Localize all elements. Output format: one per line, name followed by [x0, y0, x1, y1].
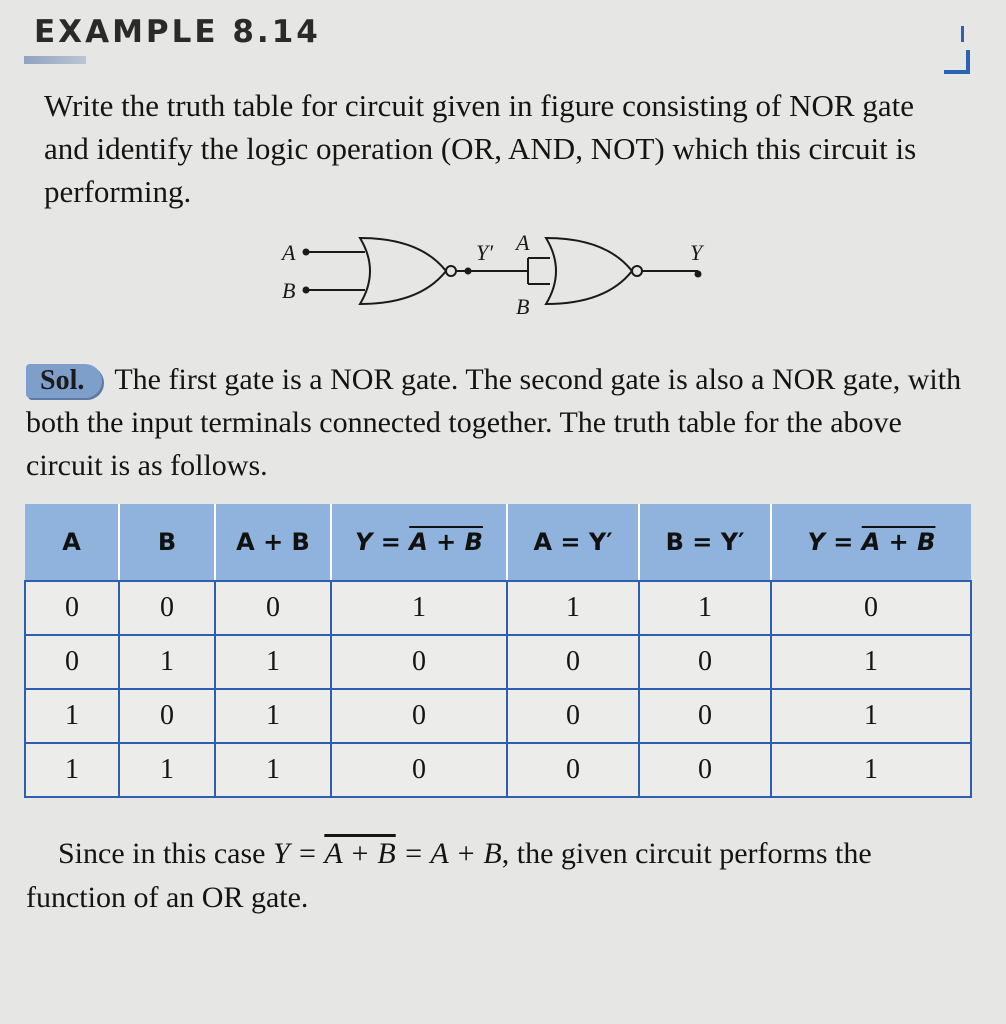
conclusion-equation: [273, 837, 502, 870]
table-row: [25, 743, 971, 797]
cell: 0: [25, 635, 119, 689]
label-input-a: A: [282, 240, 296, 265]
cell: 0: [331, 743, 507, 797]
example-heading: EXAMPLE 8.14: [34, 14, 321, 50]
cell: 0: [639, 635, 771, 689]
cell: 0: [119, 689, 215, 743]
cell: 1: [215, 689, 331, 743]
question-text: Write the truth table for circuit given in figure consisting of NOR gate and identify the logic operation (OR, AND, NOT) which this circuit is performing.: [44, 88, 917, 209]
header-y-final-overlined: A + B: [861, 528, 936, 556]
conclusion-paragraph: [26, 832, 966, 920]
header-y-prime-overlined: A + B: [409, 528, 483, 556]
header-b: B: [119, 504, 215, 581]
label-gate2-input-a: A: [516, 230, 530, 255]
header-a: A: [25, 504, 119, 581]
header-y-final: [771, 504, 971, 581]
cell: 1: [25, 743, 119, 797]
cell: 1: [639, 581, 771, 635]
output-terminal: [695, 271, 702, 278]
header-b-eq-y: B = Y′: [639, 504, 771, 581]
cell: 1: [119, 743, 215, 797]
conclusion-text-start: Since in this case: [58, 837, 273, 870]
label-output: Y: [690, 240, 703, 265]
label-input-b: B: [282, 278, 296, 303]
conclusion-text-end: , the given circuit performs the function of an OR gate.: [26, 837, 872, 914]
header-a-or-b: A + B: [215, 504, 331, 581]
equation-overlined: A + B: [324, 837, 396, 870]
cell: 0: [771, 581, 971, 635]
equation-prefix: Y =: [272, 837, 325, 870]
header-y-prime-prefix: Y =: [355, 528, 410, 556]
heading-accent-bar: [24, 56, 86, 64]
junction-dot: [465, 268, 472, 275]
nor-circuit-diagram: [270, 226, 730, 326]
header-y-final-prefix: Y =: [807, 528, 862, 556]
cell: 1: [215, 743, 331, 797]
table-row: [25, 581, 971, 635]
table-row: [25, 689, 971, 743]
cell: 0: [507, 689, 639, 743]
header-y-prime: [331, 504, 507, 581]
cell: 0: [639, 743, 771, 797]
cell: 0: [331, 689, 507, 743]
cell: 1: [119, 635, 215, 689]
truth-table: [24, 504, 972, 798]
cell: 0: [507, 743, 639, 797]
solution-text: The first gate is a NOR gate. The second gate is also a NOR gate, with both the input terminals connected together. The truth table for the above circuit is as follows.: [26, 363, 962, 482]
table-header-row: [25, 504, 971, 581]
label-intermediate: Y′: [476, 240, 494, 265]
cell: 1: [771, 689, 971, 743]
cell: 1: [771, 743, 971, 797]
cell: 1: [215, 635, 331, 689]
cell: 0: [25, 581, 119, 635]
cell: 0: [119, 581, 215, 635]
input-b-terminal: [303, 287, 310, 294]
cell: 0: [331, 635, 507, 689]
input-a-terminal: [303, 249, 310, 256]
circuit-wires: [306, 238, 698, 304]
table-row: [25, 635, 971, 689]
cell: 1: [25, 689, 119, 743]
cell: 1: [507, 581, 639, 635]
cell: 1: [771, 635, 971, 689]
equation-suffix: = A + B: [395, 837, 502, 870]
sol-badge: Sol.: [26, 364, 102, 398]
cell: 0: [507, 635, 639, 689]
solution-paragraph: [26, 358, 976, 487]
cell: 0: [215, 581, 331, 635]
cell: 1: [331, 581, 507, 635]
corner-mark-icon: [944, 50, 970, 74]
cell: 0: [639, 689, 771, 743]
label-gate2-input-b: B: [516, 294, 530, 319]
corner-mark-icon-top: [954, 26, 964, 42]
header-a-eq-y: A = Y′: [507, 504, 639, 581]
